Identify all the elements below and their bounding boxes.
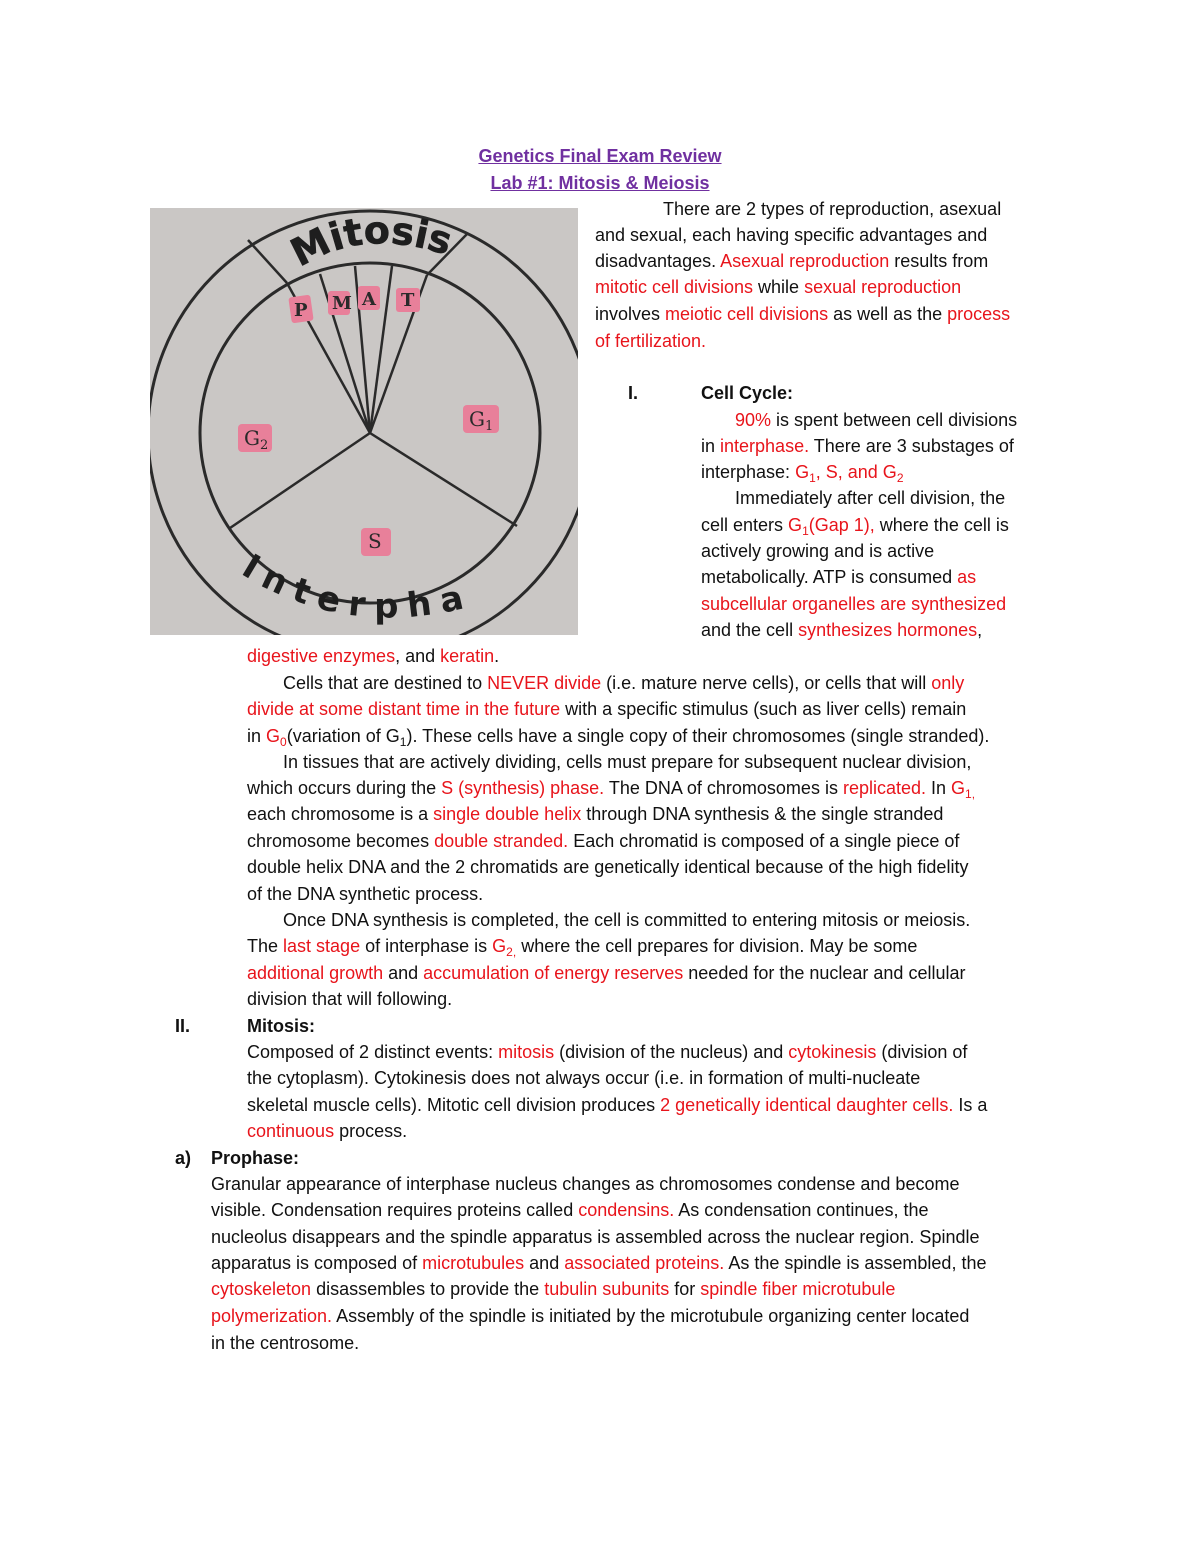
section-1-heading: Cell Cycle: xyxy=(701,383,794,403)
s1-line-1: 90% is spent between cell divisions xyxy=(735,410,1018,430)
sa-line-5: cytoskeleton disassembles to provide the tubulin subunits for spindle fiber microtubule xyxy=(211,1279,896,1299)
s1-p2-line-2: divide at some distant time in the future with a specific stimulus (such as liver cells) remain xyxy=(247,699,967,719)
sa-line-1: Granular appearance of interphase nucleus changes as chromosomes condense and become xyxy=(211,1174,960,1194)
s1-p3-line-4: chromosome becomes double stranded. Each chromatid is composed of a single piece of xyxy=(247,831,960,851)
intro-line-2: and sexual, each having specific advantages and xyxy=(595,225,988,245)
g1-label: $G_1$ xyxy=(469,407,494,434)
interphase-arc-label: Interpha xyxy=(235,546,477,627)
s1-p4-line-2: The last stage of interphase is $G_{2,}$ where the cell prepares for division. May be some xyxy=(247,936,918,959)
s2-line-3: skeletal muscle cells). Mitotic cell division produces 2 genetically identical daughter cells. Is a xyxy=(247,1095,988,1115)
section-2-heading: Mitosis: xyxy=(247,1016,316,1036)
s1-p4-line-3: additional growth and accumulation of energy reserves needed for the nuclear and cellular xyxy=(247,963,966,983)
s1-p3-line-5: double helix DNA and the 2 chromatids are genetically identical because of the high fidelity xyxy=(247,857,969,877)
sa-line-4: apparatus is composed of microtubules and associated proteins. As the spindle is assembled, the xyxy=(211,1253,987,1273)
intro-line-6: of fertilization. xyxy=(595,331,707,351)
s1-p3-line-2: which occurs during the S (synthesis) phase. The DNA of chromosomes is replicated. In $G_{1,}$ xyxy=(247,778,976,801)
s1-line-9: and the cell synthesizes hormones, xyxy=(701,620,983,640)
s2-line-1: Composed of 2 distinct events: mitosis (division of the nucleus) and cytokinesis (division of xyxy=(247,1042,968,1062)
s1-line-2: in interphase. There are 3 substages of xyxy=(701,436,1014,456)
s1-p2-line-1: Cells that are destined to NEVER divide (i.e. mature nerve cells), or cells that will only xyxy=(283,673,965,693)
g2-label: $G_2$ xyxy=(244,426,269,453)
s1-p3-line-6: of the DNA synthetic process. xyxy=(247,884,484,904)
phase-label-p: P xyxy=(294,300,308,321)
s1-line-4: Immediately after cell division, the xyxy=(735,488,1006,508)
intro-line-3: disadvantages. Asexual reproduction results from xyxy=(595,251,989,271)
s1-line-10: digestive enzymes, and keratin. xyxy=(247,646,500,666)
section-a-number: a) xyxy=(175,1148,192,1168)
s1-p3-line-3: each chromosome is a single double helix through DNA synthesis & the single stranded xyxy=(247,804,944,824)
s1-p4-line-4: division that will following. xyxy=(247,989,453,1009)
phase-label-a: A xyxy=(362,289,376,310)
s1-line-8: subcellular organelles are synthesized xyxy=(701,594,1007,614)
section-1-number: I. xyxy=(628,383,639,403)
s1-p2-line-3: in $G_0(variation$ of $G_1$). These cells have a single copy of their chromosomes (single stranded). xyxy=(247,726,990,749)
section-a-heading: Prophase: xyxy=(211,1148,300,1168)
s1-line-6: actively growing and is active xyxy=(701,541,935,561)
document-title: Genetics Final Exam Review xyxy=(478,146,722,166)
document-subtitle: Lab #1: Mitosis & Meiosis xyxy=(490,173,710,193)
phase-label-t: T xyxy=(401,290,415,311)
s2-line-4: continuous process. xyxy=(247,1121,408,1141)
sa-line-7: in the centrosome. xyxy=(211,1333,360,1353)
sa-line-6: polymerization. Assembly of the spindle is initiated by the microtubule organizing center located xyxy=(211,1306,970,1326)
s-label: S xyxy=(368,529,382,553)
mitosis-arc-label: Mitosis xyxy=(283,208,458,275)
sa-line-2: visible. Condensation requires proteins called condensins. As condensation continues, the xyxy=(211,1200,929,1220)
sa-line-3: nucleolus disappears and the spindle apparatus is assembled across the nuclear region. Spindle xyxy=(211,1227,980,1247)
cell-cycle-diagram xyxy=(150,208,578,635)
s1-p4-line-1: Once DNA synthesis is completed, the cell is committed to entering mitosis or meiosis. xyxy=(283,910,971,930)
s1-p3-line-1: In tissues that are actively dividing, cells must prepare for subsequent nuclear division, xyxy=(283,752,972,772)
intro-line-5: involves meiotic cell divisions as well as the process xyxy=(595,304,1011,324)
intro-line-4: mitotic cell divisions while sexual reproduction xyxy=(595,277,962,297)
s1-line-3: interphase: $G_1$, S, and $G_2$ xyxy=(701,462,904,485)
s1-line-7: metabolically. ATP is consumed as xyxy=(701,567,977,587)
intro-line-1: There are 2 types of reproduction, asexual xyxy=(663,199,1002,219)
cell-cycle-drawing xyxy=(150,208,578,635)
section-2-number: II. xyxy=(175,1016,191,1036)
s2-line-2: the cytoplasm). Cytokinesis does not always occur (i.e. in formation of multi-nucleate xyxy=(247,1068,921,1088)
phase-label-m: M xyxy=(332,293,352,314)
s1-line-5: cell enters $G_1(Gap$ 1), where the cell is xyxy=(701,515,1009,538)
